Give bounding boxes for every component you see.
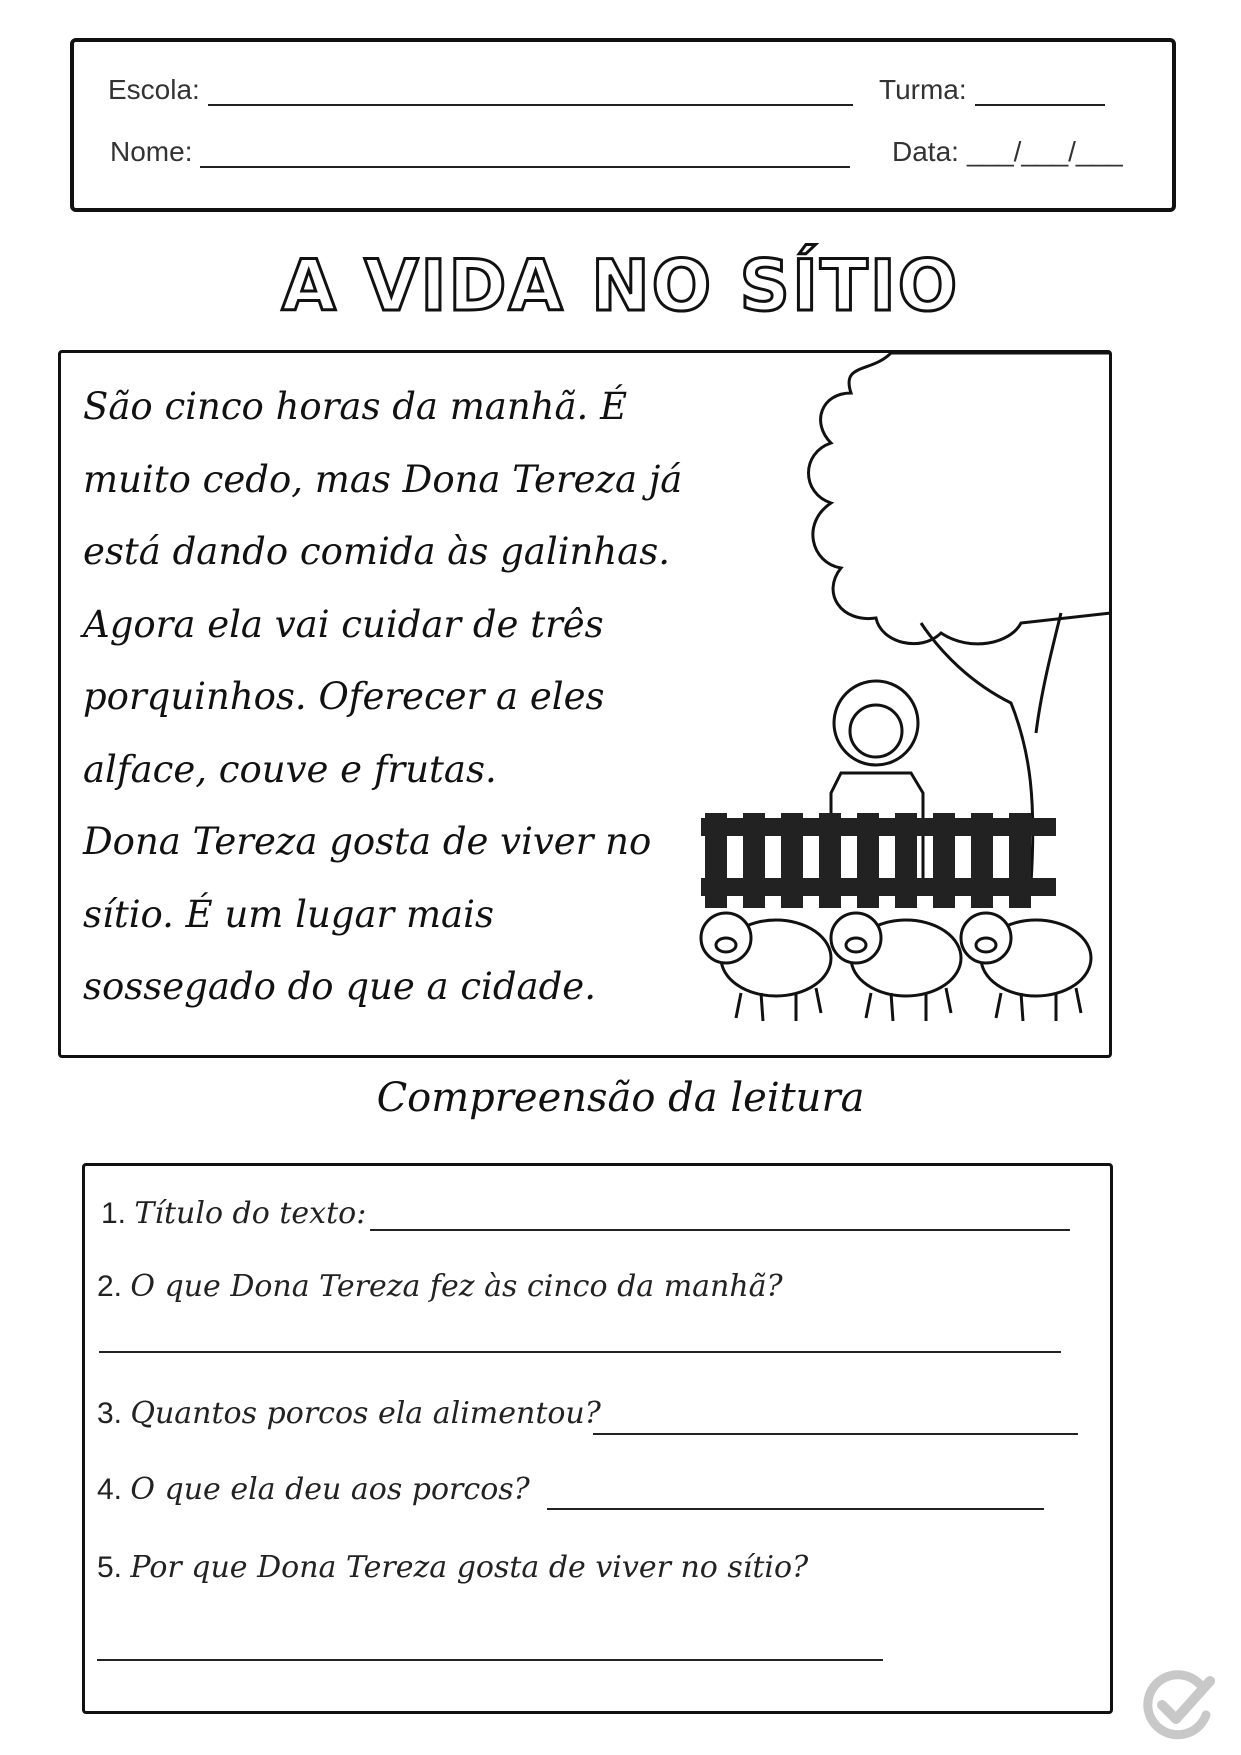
story-box xyxy=(58,350,1112,1058)
school-label: Escola: xyxy=(108,74,200,105)
answer-line-2[interactable] xyxy=(99,1351,1061,1353)
answer-line-3[interactable] xyxy=(593,1433,1078,1435)
date-blank[interactable]: ___/___/___ xyxy=(966,136,1123,167)
student-info-box xyxy=(70,38,1176,212)
question-text: Título do texto: xyxy=(134,1196,367,1231)
page-title: A VIDA NO SÍTIO xyxy=(281,245,960,327)
question-1 xyxy=(101,1196,366,1231)
pig-icon xyxy=(701,913,831,1021)
class-label: Turma: xyxy=(879,74,967,105)
school-line[interactable] xyxy=(208,76,853,106)
questions-box xyxy=(82,1163,1113,1714)
story-line: sossegado do que a cidade. xyxy=(83,965,596,1008)
question-number: 1. xyxy=(101,1197,127,1230)
question-number: 2. xyxy=(97,1270,123,1303)
class-line[interactable] xyxy=(975,76,1105,106)
farm-illustration xyxy=(691,353,1111,1053)
pig-icon xyxy=(961,913,1091,1021)
story-line: São cinco horas da manhã. É xyxy=(83,385,628,428)
answer-line-4[interactable] xyxy=(547,1508,1044,1510)
question-number: 5. xyxy=(97,1551,123,1584)
checkmark-logo-icon xyxy=(1140,1665,1216,1745)
name-line[interactable] xyxy=(200,138,850,168)
story-line: Agora ela vai cuidar de três xyxy=(83,602,604,646)
question-text: O que Dona Tereza fez às cinco da manhã? xyxy=(130,1269,783,1304)
question-text: Por que Dona Tereza gosta de viver no sítio? xyxy=(130,1550,809,1585)
pig-icon xyxy=(831,913,961,1021)
name-label: Nome: xyxy=(110,136,193,167)
question-3 xyxy=(97,1396,601,1431)
date-field[interactable] xyxy=(892,136,1123,168)
question-text: Quantos porcos ela alimentou? xyxy=(130,1396,601,1431)
story-line: alface, couve e frutas. xyxy=(83,747,497,791)
tree-icon xyxy=(809,353,1112,883)
answer-line-1[interactable] xyxy=(370,1229,1070,1231)
story-text xyxy=(83,371,763,1024)
fence-icon xyxy=(701,813,1056,908)
school-field[interactable] xyxy=(108,74,853,106)
question-text: O que ela deu aos porcos? xyxy=(130,1472,530,1507)
class-field[interactable] xyxy=(879,74,1105,106)
answer-line-5[interactable] xyxy=(97,1659,883,1661)
question-2 xyxy=(97,1269,783,1304)
question-4 xyxy=(97,1472,530,1507)
question-number: 4. xyxy=(97,1473,123,1506)
story-line: está dando comida às galinhas. xyxy=(83,530,670,573)
story-line: porquinhos. Oferecer a eles xyxy=(83,675,605,718)
story-line: Dona Tereza gosta de viver no xyxy=(83,820,652,863)
section-subtitle: Compreensão da leitura xyxy=(376,1075,865,1121)
question-number: 3. xyxy=(97,1397,123,1430)
question-5 xyxy=(97,1550,808,1585)
name-field[interactable] xyxy=(110,136,850,168)
date-label: Data: xyxy=(892,136,959,167)
story-line: sítio. É um lugar mais xyxy=(83,892,494,936)
story-line: muito cedo, mas Dona Tereza já xyxy=(83,457,683,501)
